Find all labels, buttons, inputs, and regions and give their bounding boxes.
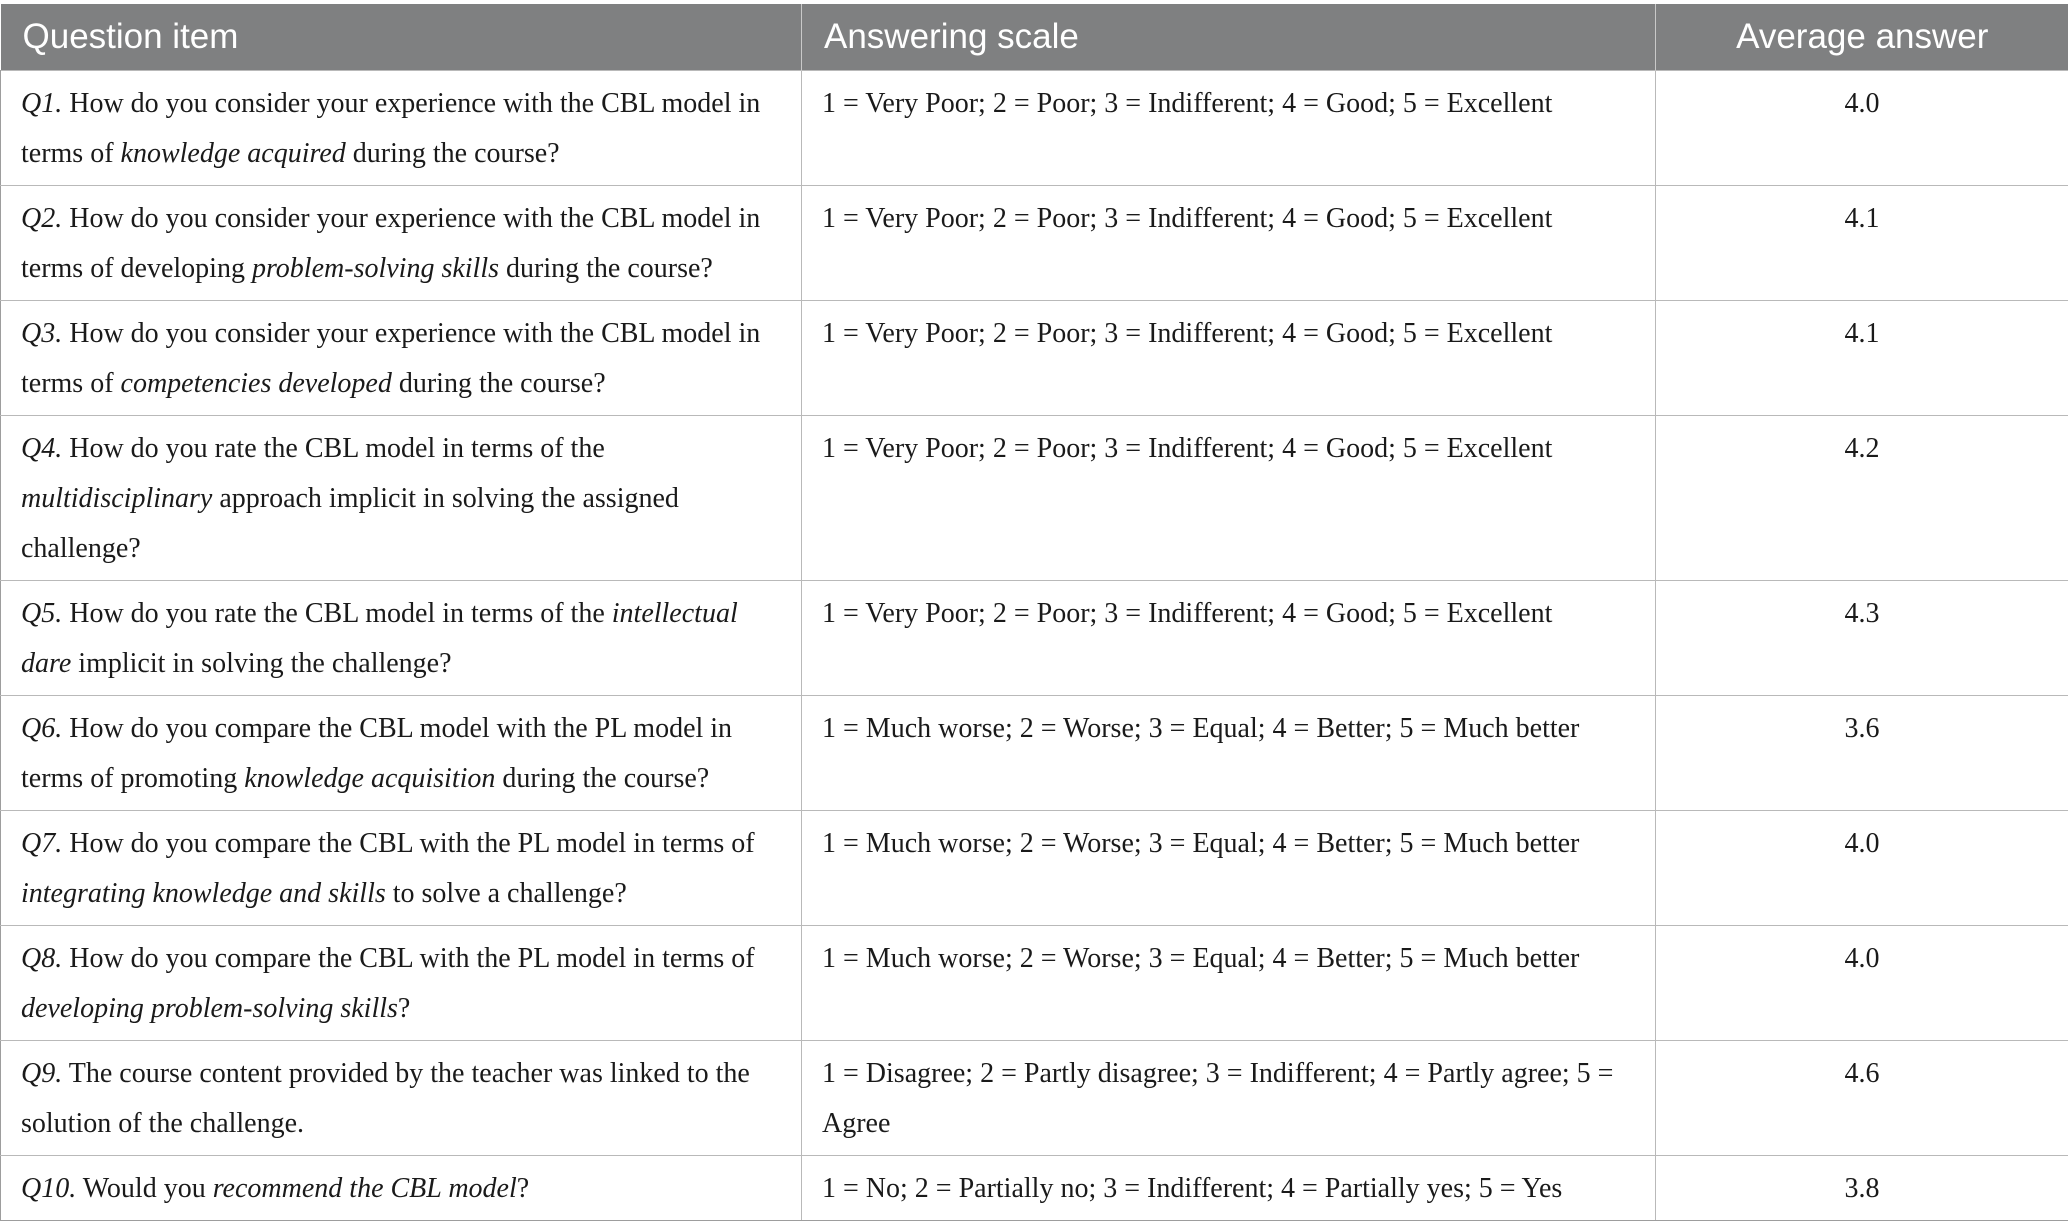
question-emphasis: problem-solving skills <box>252 253 499 284</box>
average-cell: 4.6 <box>1656 1041 2068 1156</box>
question-text: How do you compare the CBL with the PL model in terms of <box>62 943 754 974</box>
question-emphasis: knowledge acquired <box>121 138 346 169</box>
scale-cell: 1 = Very Poor; 2 = Poor; 3 = Indifferent; 4 = Good; 5 = Excellent <box>802 416 1656 581</box>
question-emphasis: knowledge acquisition <box>244 763 495 794</box>
scale-cell: 1 = Much worse; 2 = Worse; 3 = Equal; 4 = Better; 5 = Much better <box>802 811 1656 926</box>
question-id: Q8. <box>21 943 62 974</box>
question-text: How do you consider your experience with the CBL model in terms of <box>21 318 760 399</box>
question-id: Q7. <box>21 828 62 859</box>
question-emphasis: multidisciplinary <box>21 483 212 514</box>
question-text: How do you consider your experience with the CBL model in terms of developing <box>21 203 760 284</box>
question-emphasis: developing problem-solving skills <box>21 993 398 1024</box>
question-text-end: during the course? <box>346 138 560 169</box>
table-row <box>1 696 2068 811</box>
question-cell <box>1 186 802 301</box>
average-cell: 4.1 <box>1656 186 2068 301</box>
question-text: How do you compare the CBL with the PL model in terms of <box>62 828 754 859</box>
question-cell <box>1 926 802 1041</box>
question-id: Q2. <box>21 203 62 234</box>
average-cell: 4.0 <box>1656 811 2068 926</box>
question-id: Q3. <box>21 318 62 349</box>
header-scale: Answering scale <box>802 4 1656 71</box>
question-id: Q4. <box>21 433 62 464</box>
table-row <box>1 1156 2068 1221</box>
question-text-end: implicit in solving the challenge? <box>71 648 451 679</box>
scale-cell: 1 = No; 2 = Partially no; 3 = Indifferent; 4 = Partially yes; 5 = Yes <box>802 1156 1656 1221</box>
table-row <box>1 301 2068 416</box>
question-text: The course content provided by the teacher was linked to the solution of the challenge. <box>21 1058 750 1139</box>
question-emphasis: integrating knowledge and skills <box>21 878 386 909</box>
question-id: Q1. <box>21 88 62 119</box>
header-average: Average answer <box>1656 4 2068 71</box>
question-text-end: during the course? <box>499 253 713 284</box>
question-text: How do you rate the CBL model in terms of the <box>62 433 605 464</box>
question-id: Q5. <box>21 598 62 629</box>
question-emphasis: recommend the CBL model <box>213 1173 517 1204</box>
average-cell: 3.6 <box>1656 696 2068 811</box>
scale-cell: 1 = Much worse; 2 = Worse; 3 = Equal; 4 = Better; 5 = Much better <box>802 696 1656 811</box>
question-id: Q10. <box>21 1173 76 1204</box>
table-row <box>1 926 2068 1041</box>
question-text-end: approach implicit in solving the assigned challenge? <box>21 483 679 564</box>
table-row <box>1 71 2068 186</box>
question-text-end: during the course? <box>392 368 606 399</box>
question-emphasis: competencies developed <box>121 368 392 399</box>
header-row <box>1 4 2068 71</box>
question-cell <box>1 696 802 811</box>
average-cell: 4.1 <box>1656 301 2068 416</box>
question-cell <box>1 1041 802 1156</box>
question-emphasis: intellectual dare <box>21 598 738 679</box>
question-text-end: ? <box>517 1173 529 1204</box>
question-cell <box>1 301 802 416</box>
table-row <box>1 1041 2068 1156</box>
question-cell <box>1 1156 802 1221</box>
header-question: Question item <box>1 4 802 71</box>
average-cell: 4.2 <box>1656 416 2068 581</box>
scale-cell: 1 = Very Poor; 2 = Poor; 3 = Indifferent; 4 = Good; 5 = Excellent <box>802 581 1656 696</box>
question-cell <box>1 581 802 696</box>
average-cell: 3.8 <box>1656 1156 2068 1221</box>
question-cell <box>1 71 802 186</box>
scale-cell: 1 = Very Poor; 2 = Poor; 3 = Indifferent; 4 = Good; 5 = Excellent <box>802 301 1656 416</box>
scale-cell: 1 = Very Poor; 2 = Poor; 3 = Indifferent; 4 = Good; 5 = Excellent <box>802 71 1656 186</box>
table-row <box>1 811 2068 926</box>
survey-table <box>0 4 2068 1221</box>
question-id: Q6. <box>21 713 62 744</box>
table-row <box>1 416 2068 581</box>
scale-cell: 1 = Disagree; 2 = Partly disagree; 3 = Indifferent; 4 = Partly agree; 5 = Agree <box>802 1041 1656 1156</box>
question-text: How do you consider your experience with the CBL model in terms of <box>21 88 760 169</box>
scale-cell: 1 = Very Poor; 2 = Poor; 3 = Indifferent; 4 = Good; 5 = Excellent <box>802 186 1656 301</box>
question-text: Would you <box>76 1173 212 1204</box>
question-text: How do you rate the CBL model in terms of the <box>62 598 612 629</box>
question-text: How do you compare the CBL model with the PL model in terms of promoting <box>21 713 732 794</box>
table-row <box>1 581 2068 696</box>
average-cell: 4.0 <box>1656 71 2068 186</box>
average-cell: 4.0 <box>1656 926 2068 1041</box>
average-cell: 4.3 <box>1656 581 2068 696</box>
question-cell <box>1 416 802 581</box>
scale-cell: 1 = Much worse; 2 = Worse; 3 = Equal; 4 = Better; 5 = Much better <box>802 926 1656 1041</box>
table-row <box>1 186 2068 301</box>
question-text-end: during the course? <box>495 763 709 794</box>
question-text-end: ? <box>398 993 410 1024</box>
question-text-end: to solve a challenge? <box>386 878 627 909</box>
question-cell <box>1 811 802 926</box>
question-id: Q9. <box>21 1058 62 1089</box>
